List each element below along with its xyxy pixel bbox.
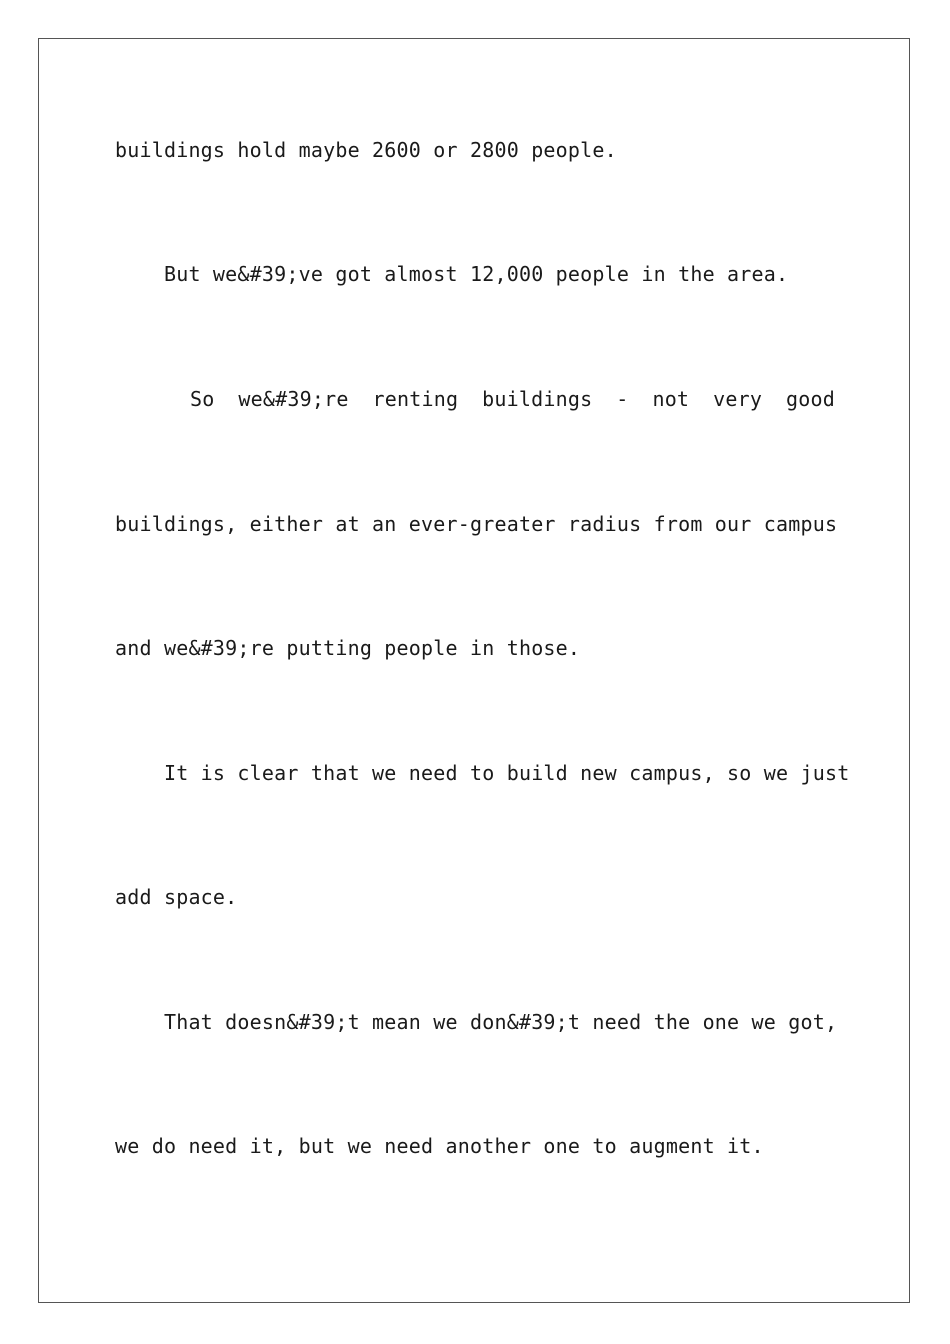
text-line-6: It is clear that we need to build new campus, so we just (115, 761, 850, 785)
text-line-4: buildings, either at an ever-greater radius from our campus (115, 512, 838, 536)
word: renting (372, 387, 459, 411)
text-line-9: we do need it, but we need another one to augment it. (115, 1134, 764, 1158)
word: good (786, 387, 835, 411)
word: we&#39;re (238, 387, 349, 411)
text-line-8: That doesn&#39;t mean we don&#39;t need the one we got, (115, 1010, 838, 1034)
text-line-3 (190, 387, 835, 411)
word: So (190, 387, 215, 411)
word: not (652, 387, 690, 411)
text-line-1: buildings hold maybe 2600 or 2800 people. (115, 138, 617, 162)
word: buildings (482, 387, 593, 411)
text-line-2: But we&#39;ve got almost 12,000 people in the area. (115, 262, 789, 286)
text-line-7: add space. (115, 885, 238, 909)
word: - (616, 387, 629, 411)
page-border (38, 38, 910, 1303)
word: very (713, 387, 763, 411)
text-line-5: and we&#39;re putting people in those. (115, 636, 581, 660)
